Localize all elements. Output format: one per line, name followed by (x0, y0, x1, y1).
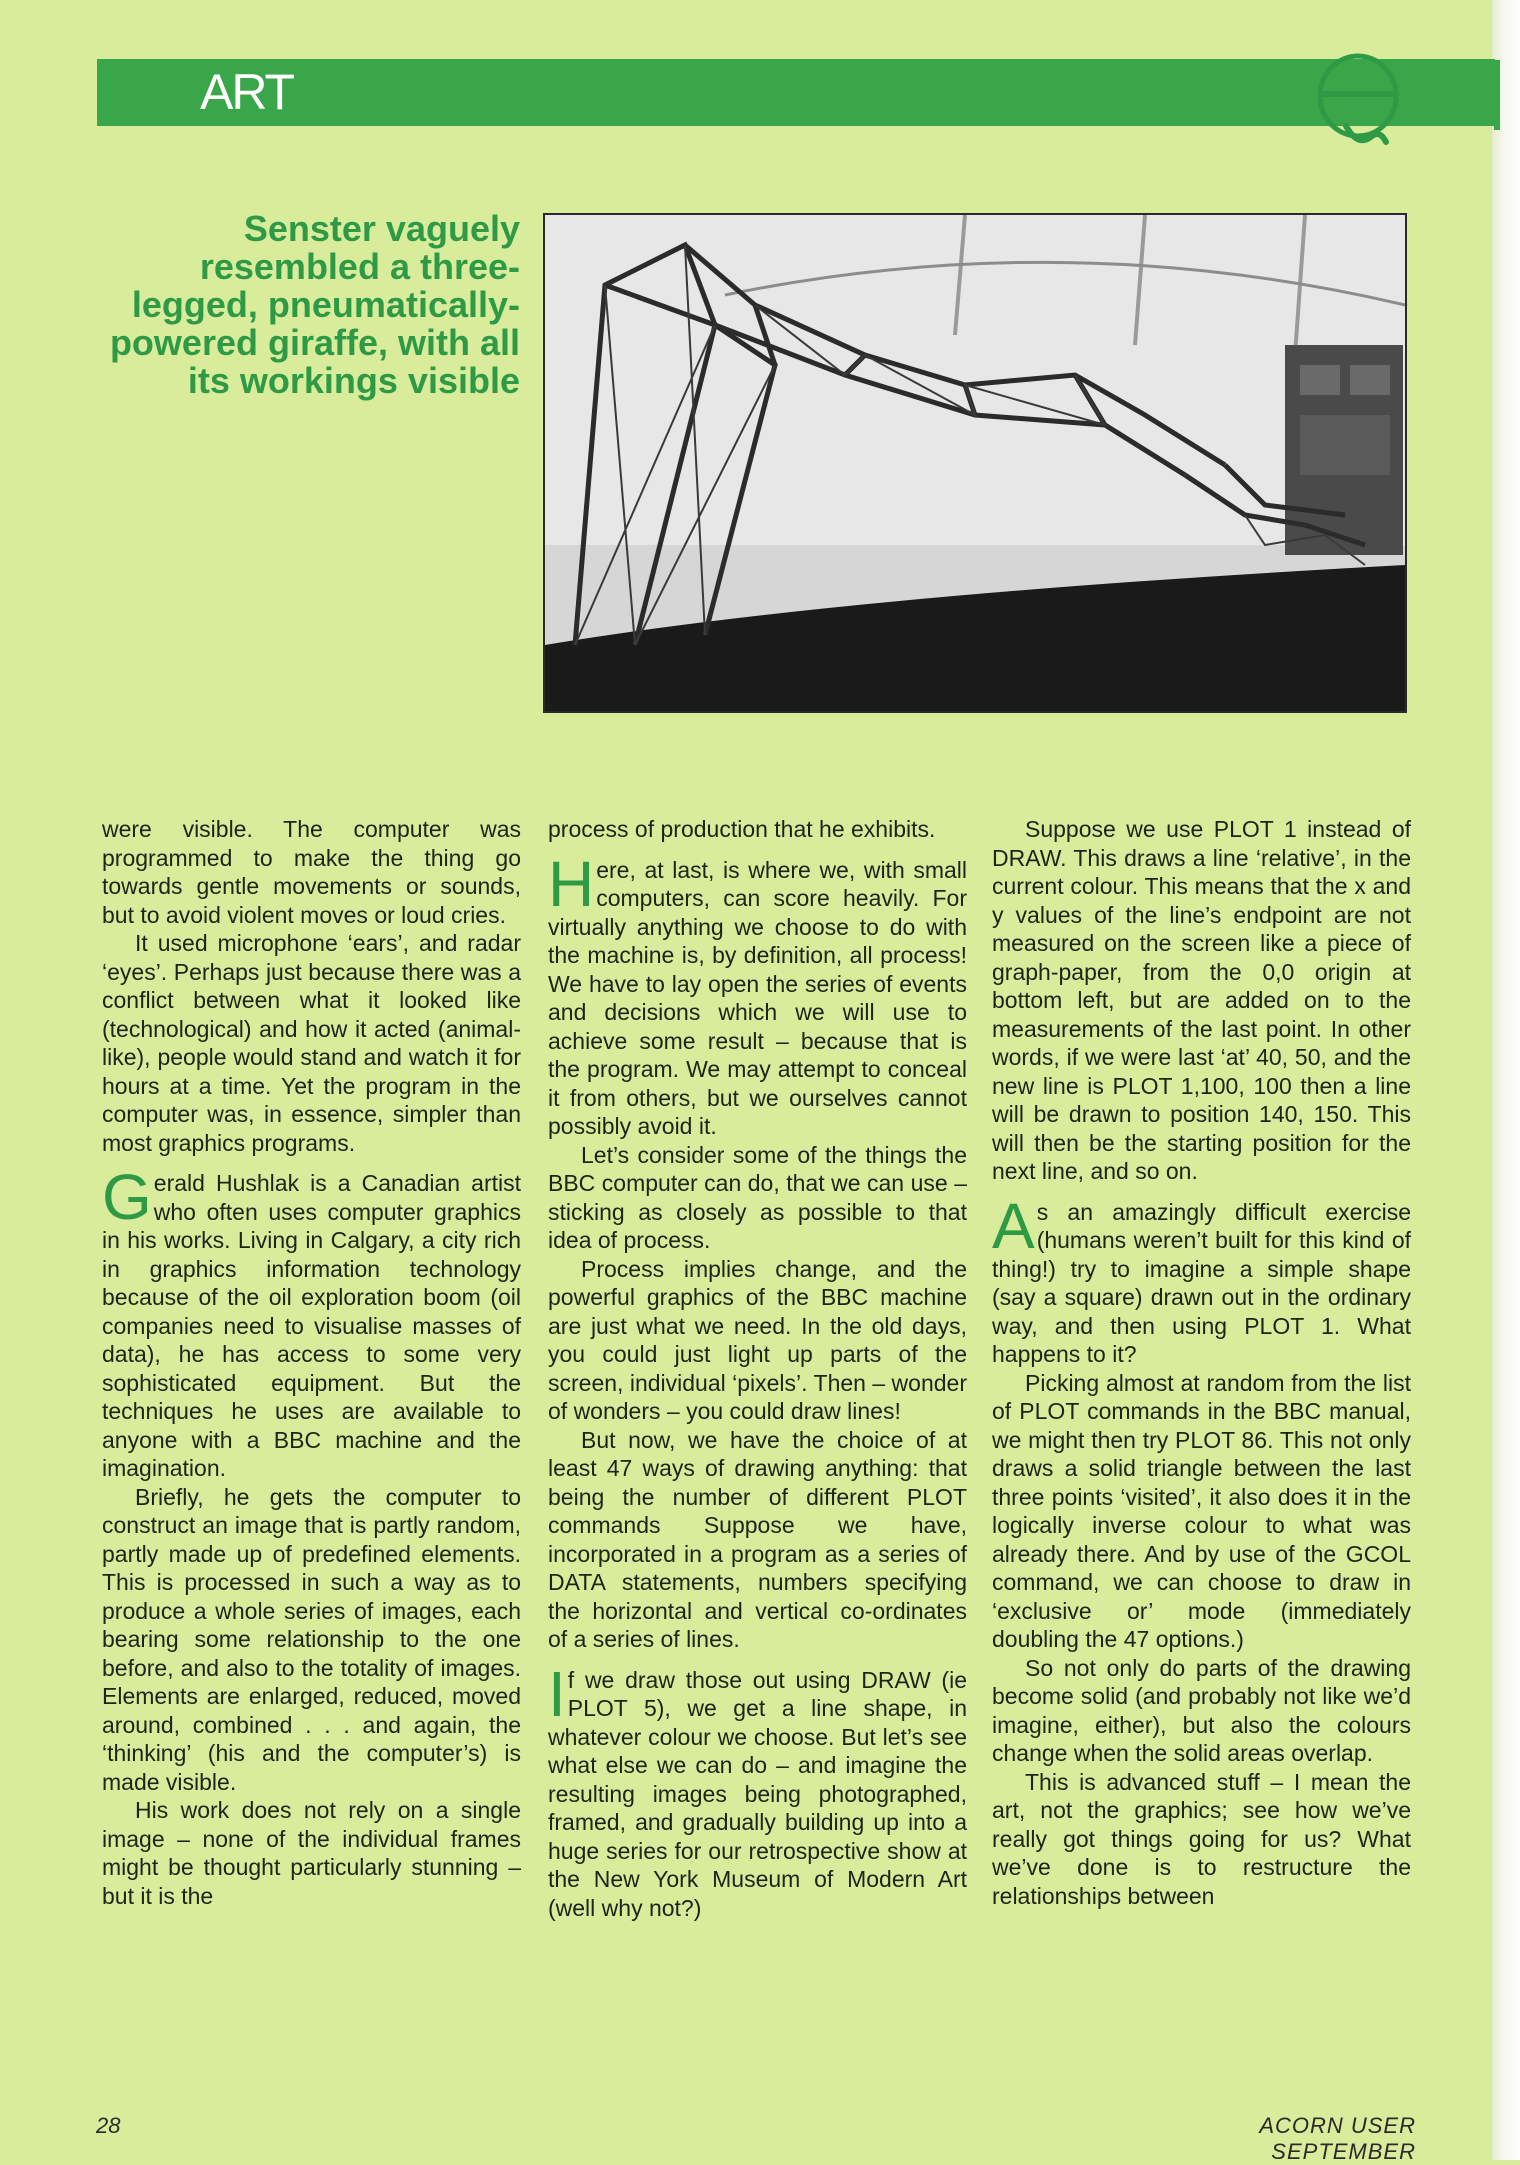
article-column-3 (992, 815, 1411, 1910)
paragraph: His work does not rely on a single image – none of the individual frames might be thought particularly stunning – but it is the (102, 1797, 521, 1909)
paragraph: It used microphone ‘ears’, and radar ‘eyes’. Perhaps just because there was a conflict between what it looked like (technological) and how it acted (animal-like), people would stand and watch it for hours at a time. Yet the program in the computer was, in essence, simpler than most graphics programs. (102, 930, 521, 1156)
section-header-bar (97, 59, 1495, 126)
page-number: 28 (96, 2113, 121, 2138)
article-column-1 (102, 815, 521, 1910)
drop-cap: G (102, 1161, 152, 1233)
paragraph: This is advanced stuff – I mean the art, not the graphics; see how we’ve really got things going for us? What we’ve done is to restructure the relationships between (992, 1768, 1411, 1909)
paragraph (102, 1161, 521, 1483)
acorn-logo-icon (1310, 38, 1406, 158)
paragraph: Picking almost at random from the list of PLOT commands in the BBC manual, we might then try PLOT 86. This not only draws a solid triangle between the last three points ‘visited’, it also does it in the logically inverse colour to what was already there. And by use of the GCOL command, we can choose to draw in ‘exclusive or’ mode (immediately doubling the 47 options.) (992, 1369, 1411, 1652)
drop-cap: I (548, 1657, 566, 1730)
senster-sculpture-photo (543, 213, 1407, 713)
paragraph: were visible. The computer was programmed to make the thing go towards gentle movements or sounds, but to avoid violent moves or loud cries. (102, 816, 521, 928)
paragraph: Let’s consider some of the things the BBC computer can do, that we can use – sticking as closely as possible to that idea of process. (548, 1141, 967, 1253)
magazine-footer: ACORN USER SEPTEMBER (1259, 2113, 1416, 2164)
drop-cap: H (548, 847, 595, 920)
article-column-2 (548, 815, 967, 1922)
section-title: ART (200, 64, 294, 120)
pull-quote: Senster vaguely resembled a three-legged, pneumatically-powered giraffe, with all its workings visible (109, 208, 520, 401)
drop-cap: A (992, 1189, 1035, 1262)
paragraph: Suppose we use PLOT 1 instead of DRAW. This draws a line ‘relative’, in the current colour. This means that the x and y values of the line’s endpoint are not measured on the screen like a piece of graph-paper, from the 0,0 origin at bottom left, but are added on to the measurements of the last point. In other words, if we were last ‘at’ 40, 50, and the new line is PLOT 1,100, 100 then a line will be drawn to position 140, 150. This will then be the starting position for the next line, and so on. (992, 816, 1411, 1184)
paragraph-text: ere, at last, is where we, with small computers, can score heavily. For virtually anything we choose to do with the machine is, by definition, all process! We have to lay open the series of events and decisions which we will use to achieve some result – because that is the program. We may attempt to conceal it from others, but we ourselves cannot possibly avoid it. (548, 856, 967, 1139)
paragraph: process of production that he exhibits. (548, 816, 936, 842)
paragraph (548, 847, 967, 1141)
paragraph: Briefly, he gets the computer to construct an image that is partly random, partly made up of predefined elements. This is processed in such a way as to produce a whole series of images, each bearing some relationship to the one before, and also to the totality of images. Elements are enlarged, reduced, moved around, combined . . . and again, the ‘thinking’ (his and the computer’s) is made visible. (102, 1483, 521, 1795)
paragraph-text: f we draw those out using DRAW (ie PLOT 5), we get a line shape, in whatever colour we choose. But let’s see what else we can do – and imagine the resulting images being photographed, framed, and gradually building up into a huge series for our retrospective show at the New York Museum of Modern Art (well why not?) (548, 1666, 967, 1921)
paragraph (992, 1189, 1411, 1369)
paragraph (548, 1657, 967, 1923)
paragraph: Process implies change, and the powerful graphics of the BBC machine are just what we need. In the old days, you could just light up parts of the screen, individual ‘pixels’. Then – wonder of wonders – you could draw lines! (548, 1255, 967, 1424)
paragraph-text: s an amazingly difficult exercise (humans weren’t built for this kind of thing!) try to imagine a simple shape (say a square) drawn out in the ordinary way, and then using PLOT 1. What happens to it? (992, 1198, 1411, 1367)
paragraph-text: erald Hushlak is a Canadian artist who often uses computer graphics in his works. Living in Calgary, a city rich in graphics information technology because of the oil exploration boom (oil companies need to visualise masses of data), he has access to some very sophisticated equipment. But the techniques he uses are available to anyone with a BBC machine and the imagination. (102, 1170, 521, 1481)
paragraph: So not only do parts of the drawing become solid (and probably not like we’d imagine, either), but also the colours change when the solid areas overlap. (992, 1654, 1411, 1766)
page-edge (1492, 0, 1520, 2160)
paragraph: But now, we have the choice of at least 47 ways of drawing anything: that being the number of different PLOT commands Suppose we have, incorporated in a program as a series of DATA statements, numbers specifying the horizontal and vertical co-ordinates of a series of lines. (548, 1426, 967, 1652)
